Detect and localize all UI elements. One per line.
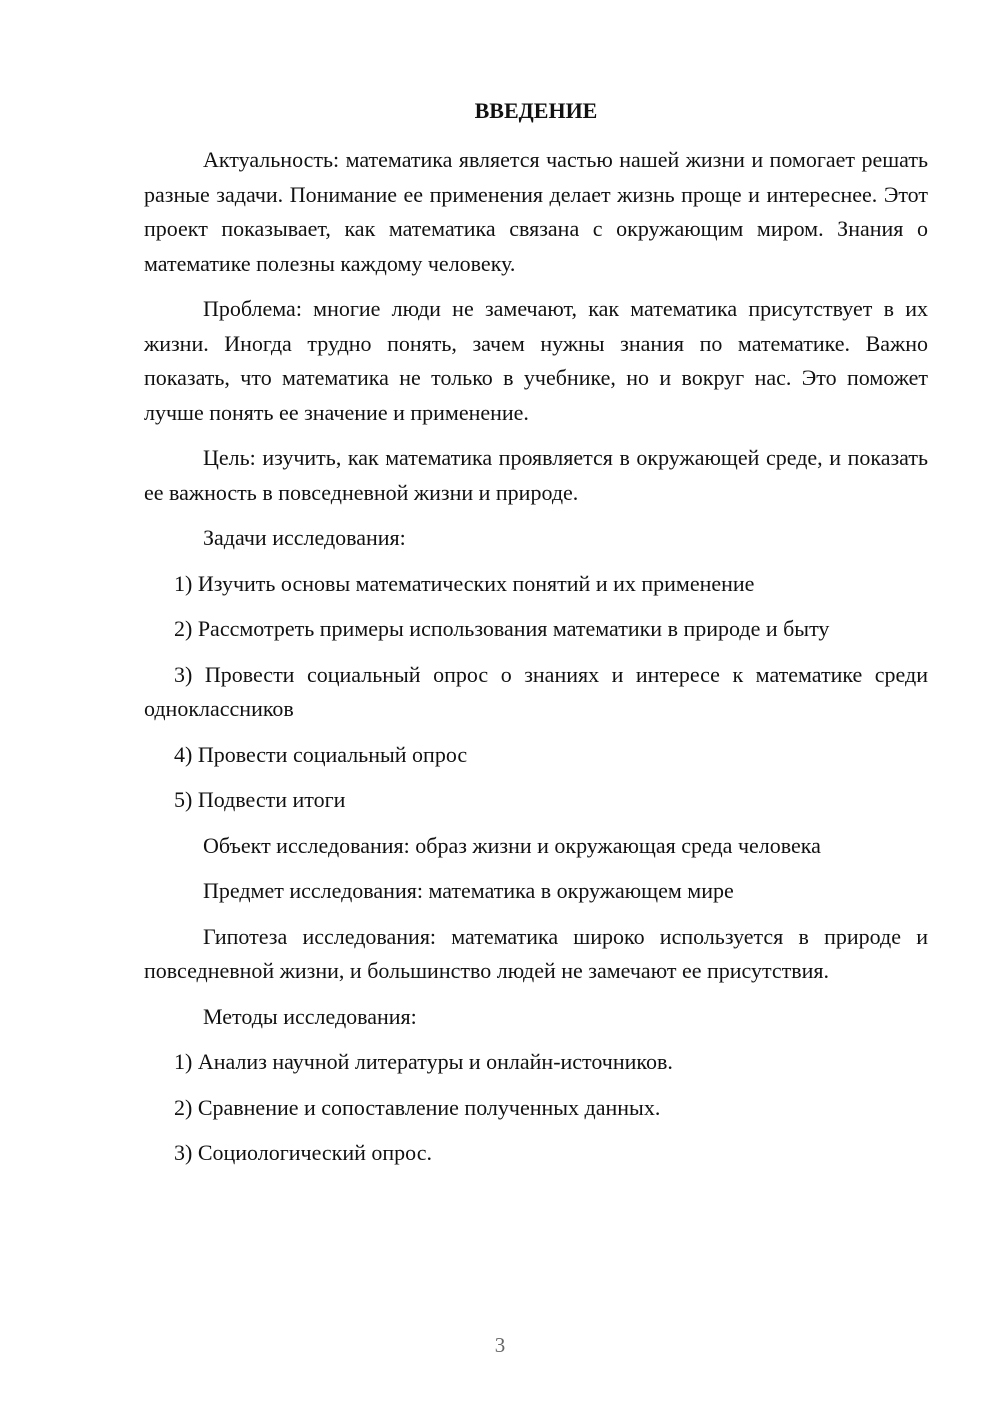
- paragraph-object: Объект исследования: образ жизни и окружающая среда человека: [203, 832, 821, 858]
- method-item-3: 3) Социологический опрос.: [174, 1140, 432, 1165]
- page-number: 3: [494, 1333, 506, 1357]
- section-title: ВВЕДЕНИЕ: [474, 98, 598, 123]
- task-item-3: 3) Провести социальный опрос о знаниях и интересе к математике среди одноклассников: [144, 661, 928, 721]
- task-item-5: 5) Подвести итоги: [174, 787, 346, 812]
- task-item-4: 4) Провести социальный опрос: [174, 741, 468, 767]
- paragraph-goal: Цель: изучить, как математика проявляется в окружающей среде, и показать ее важность в повседневной жизни и природе.: [144, 445, 928, 505]
- method-item-2: 2) Сравнение и сопоставление полученных данных.: [174, 1094, 661, 1120]
- task-item-2: 2) Рассмотреть примеры использования математики в природе и быту: [174, 616, 830, 641]
- paragraph-hypothesis: Гипотеза исследования: математика широко используется в природе и повседневной жизни, и большинство людей не замечают ее присутствия.: [144, 923, 928, 983]
- method-item-1: 1) Анализ научной литературы и онлайн-источников.: [174, 1049, 673, 1074]
- paragraph-subject: Предмет исследования: математика в окружающем мире: [203, 878, 734, 903]
- paragraph-problem: Проблема: многие люди не замечают, как математика присутствует в их жизни. Иногда трудно понять, зачем нужны знания по математике. Важно показать, что математика не только в учебнике, но и вокруг нас. Это поможет лучше понять ее значение и применение.: [144, 296, 928, 425]
- task-item-1: 1) Изучить основы математических понятий и их применение: [174, 570, 755, 596]
- paragraph-tasks-heading: Задачи исследования:: [203, 525, 406, 550]
- paragraph-relevance: Актуальность: математика является частью нашей жизни и помогает решать разные задачи. Понимание ее применения делает жизнь проще и интереснее. Этот проект показывает, как математика связана с окружающим миром. Знания о математике полезны каждому человеку.: [144, 147, 928, 276]
- paragraph-methods-heading: Методы исследования:: [203, 1003, 417, 1029]
- section-body: [144, 143, 928, 1182]
